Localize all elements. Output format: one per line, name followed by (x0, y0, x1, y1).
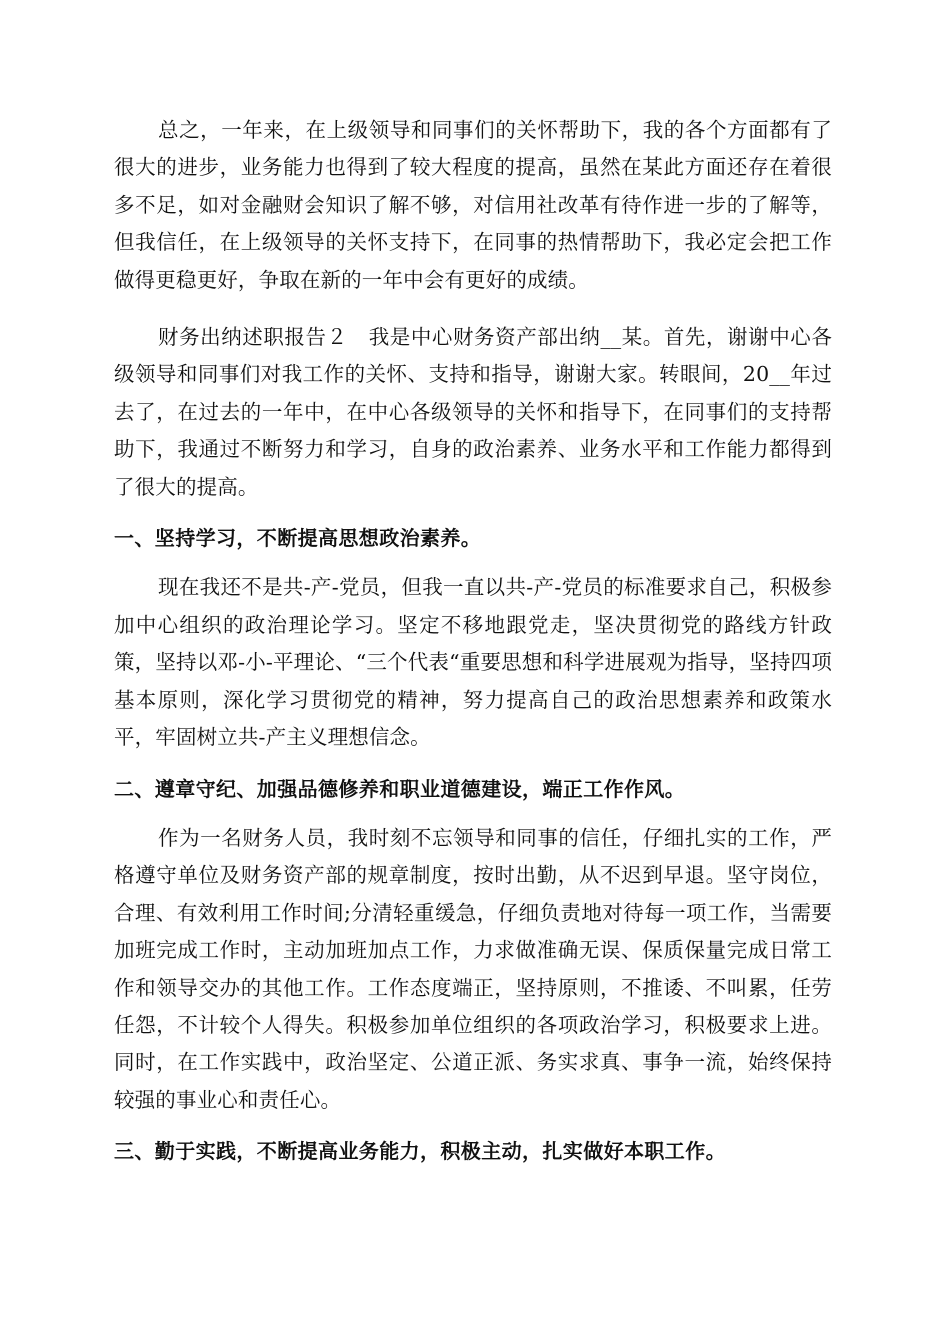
paragraph-spacer (114, 299, 832, 319)
document-body (114, 112, 832, 1171)
paragraph-work-ethic: 作为一名财务人员，我时刻不忘领导和同事的信任，仔细扎实的工作，严格遵守单位及财务资产部的规章制度，按时出勤，从不迟到早退。坚守岗位，合理、有效利用工作时间;分清轻重缓急，仔细负责地对待每一项工作，当需要加班完成工作时，主动加班加点工作，力求做准确无误、保质保量完成日常工作和领导交办的其他工作。工作态度端正，坚持原则，不推诿、不叫累，任劳任怨，不计较个人得失。积极参加单位组织的各项政治学习，积极要求上进。同时，在工作实践中，政治坚定、公道正派、务实求真、事争一流，始终保持较强的事业心和责任心。 (114, 825, 832, 1112)
paragraph-spacer (114, 1119, 832, 1133)
paragraph-spacer (114, 808, 832, 820)
paragraph-spacer (114, 757, 832, 771)
paragraph-report-intro: 财务出纳述职报告２ 我是中心财务资产部出纳__某。首先，谢谢中心各级领导和同事们对我工作的关怀、支持和指导，谢谢大家。转眼间，20__年过去了，在过去的一年中，在中心各级领导的关怀和指导下，在同事们的支持帮助下，我通过不断努力和学习，自身的政治素养、业务水平和工作能力都得到了很大的提高。 (114, 325, 832, 499)
section-heading-1: 一、坚持学习，不断提高思想政治素养。 (114, 526, 482, 551)
paragraph-spacer (114, 506, 832, 520)
paragraph-summary: 总之，一年来，在上级领导和同事们的关怀帮助下，我的各个方面都有了很大的进步，业务能力也得到了较大程度的提高，虽然在某此方面还存在着很多不足，如对金融财会知识了解不够，对信用社改革有待作进一步的了解等，但我信任，在上级领导的关怀支持下，在同事的热情帮助下，我必定会把工作做得更稳更好，争取在新的一年中会有更好的成绩。 (114, 118, 832, 292)
section-heading-2: 二、遵章守纪、加强品德修养和职业道德建设，端正工作作风。 (114, 776, 686, 801)
paragraph-political-study: 现在我还不是共-产-党员，但我一直以共-产-党员的标准要求自己，积极参加中心组织的政治理论学习。坚定不移地跟党走，坚决贯彻党的路线方针政策，坚持以邓-小-平理论、“三个代表“重要思想和科学进展观为指导，坚持四项基本原则，深化学习贯彻党的精神，努力提高自己的政治思想素养和政策水平，牢固树立共-产主义理想信念。 (114, 575, 832, 750)
paragraph-spacer (114, 557, 832, 569)
section-heading-3: 三、勤于实践，不断提高业务能力，积极主动，扎实做好本职工作。 (114, 1139, 726, 1164)
